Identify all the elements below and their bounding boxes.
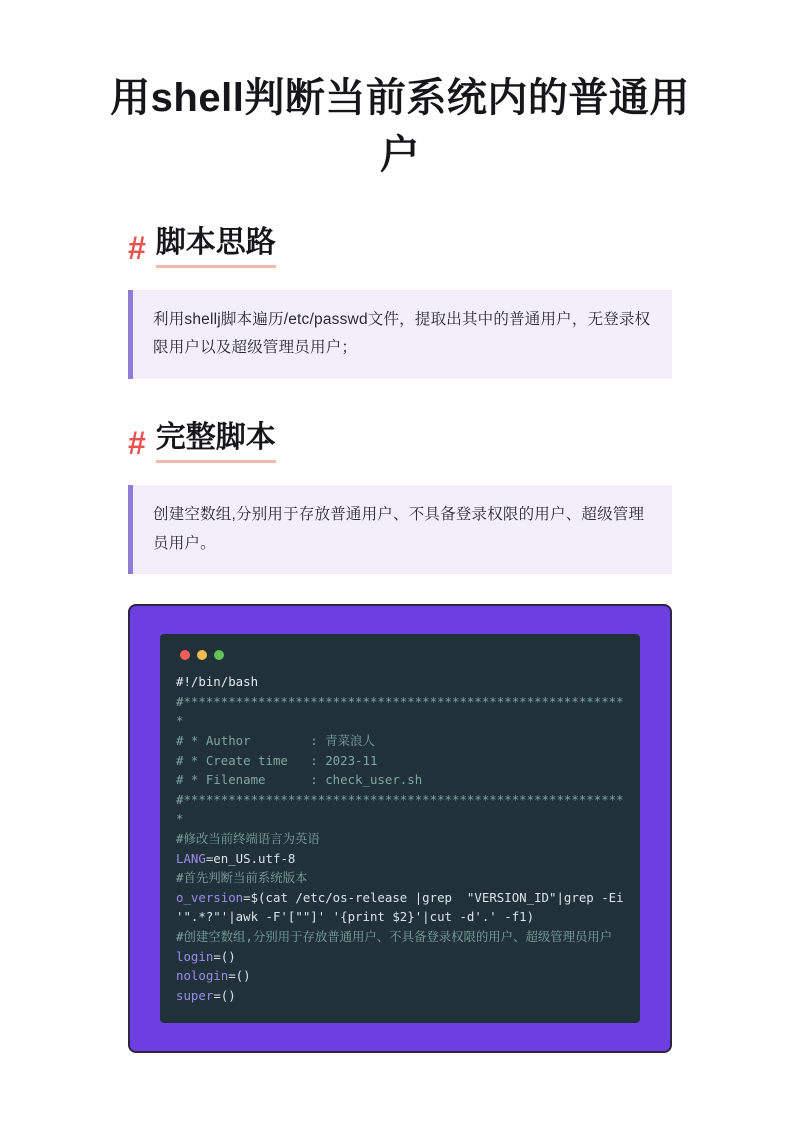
hash-icon: # (128, 229, 146, 266)
close-icon[interactable] (180, 650, 190, 660)
code-line: #************************************************************ (176, 693, 624, 729)
section-title: 脚本思路 (156, 226, 276, 268)
section-heading (128, 226, 736, 268)
code-token-variable: login (176, 948, 214, 964)
code-line (176, 966, 624, 986)
code-token-value: =() (213, 987, 236, 1003)
code-line: #!/bin/bash (176, 674, 259, 690)
code-line: # * Filename : check_user.sh (176, 772, 423, 788)
hash-icon: # (128, 424, 146, 461)
code-line (176, 888, 632, 927)
code-token-value: =() (228, 968, 251, 984)
section-heading (128, 421, 736, 463)
code-line (176, 947, 624, 967)
code-token-value: =en_US.utf-8 (205, 850, 296, 866)
code-token-variable: LANG (176, 850, 206, 866)
code-block (176, 672, 632, 1005)
code-line: #首先判断当前系统版本 (176, 870, 308, 886)
terminal-window (160, 634, 640, 1023)
code-token-variable: o_version (176, 889, 244, 905)
section-script-idea (64, 226, 736, 379)
maximize-icon[interactable] (214, 650, 224, 660)
code-token-variable: super (176, 987, 214, 1003)
code-token-variable: nologin (176, 968, 229, 984)
callout-text: 创建空数组,分别用于存放普通用户、不具备登录权限的用户、超级管理员用户。 (128, 485, 672, 574)
code-token-value: =() (213, 948, 236, 964)
code-line: #************************************************************ (176, 791, 624, 827)
code-line: #创建空数组,分别用于存放普通用户、不具备登录权限的用户、超级管理员用户 (176, 929, 613, 944)
minimize-icon[interactable] (197, 650, 207, 660)
code-token-value: =$(cat /etc/os-release |grep "VERSION_ID"|grep -Ei '".*?"'|awk -F'[""]' '{print $2}'|cut -d'.' -f1) (176, 889, 632, 925)
window-controls (176, 646, 624, 672)
section-title: 完整脚本 (156, 421, 276, 463)
section-full-script (64, 421, 736, 574)
code-line: # * Author : 青菜浪人 (176, 733, 375, 749)
code-card (128, 604, 672, 1053)
code-line: # * Create time : 2023-11 (176, 752, 378, 768)
callout-text: 利用shellj脚本遍历/etc/passwd文件，提取出其中的普通用户，无登录权限用户以及超级管理员用户； (128, 290, 672, 379)
code-line (176, 849, 624, 869)
code-line (176, 986, 624, 1006)
page-title: 用shell判断当前系统内的普通用户 (110, 76, 690, 177)
code-line: #修改当前终端语言为英语 (176, 831, 320, 847)
